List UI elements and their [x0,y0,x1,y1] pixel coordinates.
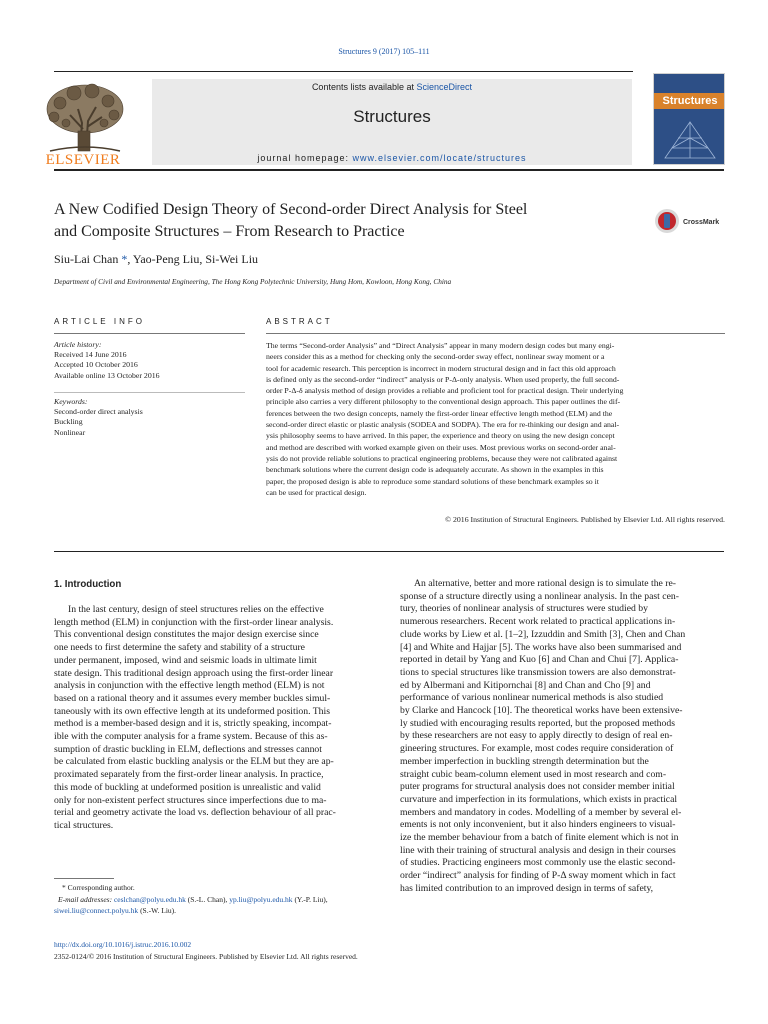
body-line: ements is not only inconvenient, but it also hinders engineers to visual- [400,819,676,831]
body-line: length method (ELM) in conjunction with the first-order linear analysis. [54,616,334,628]
body-right-column [400,578,724,896]
body-line: reported in detail by Yang and Kuo [6] and Chan and Chui [7]. Applica- [400,654,679,666]
paper-title-line-2: and Composite Structures – From Research to Practice [54,223,405,240]
email-owner: (S.-L. Chan), [187,894,228,904]
body-line: gineering structures. For example, most codes require consideration of [400,743,674,755]
body-line: by Clarke and Hancock [10]. The theoretical works have been extensive- [400,705,683,717]
contents-prefix: Contents lists available at [311,82,414,92]
crossmark-label[interactable]: CrossMark [683,219,720,226]
body-line: straight cubic beam-column element used in most research and com- [400,768,667,780]
journal-cover-image[interactable] [653,73,725,165]
history-label: Article history: [54,340,102,349]
doi-link[interactable]: http://dx.doi.org/10.1016/j.istruc.2016.10.002 [54,940,192,949]
body-line: puter programs for structural analysis does not consider member initial [400,781,675,793]
abstract-line: order P-Δ-δ analysis method of design provides a reliable and proficient tool for practical design. Their underlying [266,386,624,396]
journal-homepage-line [152,153,632,163]
article-history [54,340,245,381]
abstract-line: neers consider this as a method for checking only the second-order sway effect, nonlinear sway moment or a [266,352,605,362]
abstract-line: ysis do not provide reliable solutions to practical engineering problems, because they were not calibrated against [266,453,618,463]
body-line: terial and geometry activate the load vs. deflection behaviour of all prac- [54,807,336,819]
author-list [54,252,258,267]
header-bottom-rule [54,169,724,171]
abstract-line: The terms “Second-order Analysis” and “Direct Analysis” appear in many modern design codes but many engi- [266,341,615,350]
body-left-column [54,604,378,833]
homepage-link[interactable]: www.elsevier.com/locate/structures [352,153,527,163]
body-line: state design. This traditional design approach using the first-order linear [54,667,334,679]
body-line: tury, theories of nonlinear analysis of structures were studied by [400,603,648,615]
issn-copyright-line: 2352-0124/© 2016 Institution of Structural Engineers. Published by Elsevier Ltd. All rights reserved. [54,951,358,961]
body-line: member imperfection in buckling strength determination but the [400,755,649,767]
body-line: taneously with its own effective length at its undeformed position. This [54,705,330,717]
abstract-line: tool for academic research. This perception is incorrect in modern structural design and in fact this old approach [266,363,616,373]
info-divider [54,392,245,393]
footnote-rule [54,878,114,879]
abstract-line: is defined only as the second-order “indirect” analysis or P-Δ-only analysis. When used properly, the full second- [266,374,620,384]
accepted-date: Accepted 10 October 2016 [54,360,138,370]
body-line: order “indirect” analysis for finding of P-Δ sway moment which in fact [400,870,676,882]
abstract-line: can be used for practical design. [266,487,367,497]
body-line: ly studied with encouraging results reported, but the proposed methods [400,717,675,729]
header-top-rule [54,71,633,72]
body-line: curvature and imperfection in its formulations, which exists in practical [400,793,678,805]
body-line: analysis in conjunction with the effective length method (ELM) is not [54,680,325,692]
body-line: sumption of drastic buckling in ELM, deflections and stresses cannot [54,743,322,755]
corresponding-author-mark[interactable]: * [121,252,128,266]
body-line: members and mandatory in codes. Modelling of a member by several el- [400,806,682,818]
body-line: ize the member behaviour from a batch of finite element which is not in [400,832,679,844]
section-heading-introduction: 1. Introduction [54,579,122,590]
body-line: ed by Albermani and Kitipornchai [8] and Chan and Cho [9] and [400,679,651,691]
abstract-rule [266,333,725,334]
abstract-line: ferences between the two design concepts, namely the first-order linear effective length method (ELM) and the [266,408,613,418]
doi-block [54,939,358,962]
author-chan[interactable]: Siu-Lai Chan [54,252,119,266]
body-line: proximated separately from the first-order linear analysis. In practice, [54,769,324,781]
body-line: by these researchers are not easy to apply directly to design of real en- [400,730,673,742]
abstract-line: benchmark solutions where the current design code is adequately accurate. As shown in the examples in this [266,465,604,475]
body-line: this mode of buckling at undeformed position is unrealistic and valid [54,781,321,793]
abstract-line: ysis philosophy seems to have arrived. In this paper, the experience and theory on using the new design concept [266,431,615,441]
keyword: Buckling [54,417,83,427]
keywords-block [54,397,245,438]
body-line: tions to special structures like transmission towers are also demonstrat- [400,666,676,678]
body-line: clude works by Liew et al. [1–2], Izzuddin and Smith [3], Chen and Chan [400,628,686,640]
keyword: Second-order direct analysis [54,407,143,417]
abstract-line: second-order direct elastic or plastic analysis (SODEA and SODPA). The era for re-thinking our design and anal- [266,420,620,430]
body-line: has limited contribution to an improved design in terms of safety, [400,882,654,894]
body-line: [4] and White and Hajjar [5]. The works have also been summarised and [400,641,682,653]
body-line: performance of various nonlinear numerical methods is also studied [400,692,664,704]
cover-title: Structures [662,95,718,107]
paper-title [54,199,634,243]
elsevier-wordmark: ELSEVIER [45,152,121,168]
body-line: This conventional design constitutes the major design exercise since [54,629,319,641]
available-date: Available online 13 October 2016 [54,370,160,380]
body-line: tical structures. [54,819,114,831]
keywords-label: Keywords: [54,397,88,406]
body-separator-rule [54,551,724,552]
body-line: under permanent, imposed, wind and seismic loads in ultimate limit [54,654,317,666]
email-link-chan[interactable]: ceslchan@polyu.edu.hk [113,894,186,904]
contents-line [152,82,632,92]
keyword: Nonlinear [54,427,86,437]
journal-title: Structures [353,107,431,126]
body-line: numerous researchers. Recent work related to practical applications in- [400,616,676,628]
body-line: An alternative, better and more rational design is to simulate the re- [414,578,677,589]
cover-structure-graphic [660,114,720,162]
body-line: of studies. Practicing engineers most commonly use the elastic second- [400,857,676,869]
body-line: only for non-existent perfect structures since imperfections due to ma- [54,794,327,806]
body-line: one needs to first determine the safety and stability of a structure [54,642,305,654]
abstract-line: and method are described with worked example given on their uses. Most previous works on second-order anal- [266,442,616,452]
body-line: be calculated from elastic buckling analysis or the ELM but they are ap- [54,756,334,768]
abstract-line: paper, the proposed design is able to reproduce some standard solutions of these benchmark examples so it [266,476,599,486]
homepage-prefix: journal homepage: [257,153,349,163]
abstract-copyright: © 2016 Institution of Structural Engineers. Published by Elsevier Ltd. All rights reserved. [445,515,725,524]
article-info-rule [54,333,245,334]
journal-reference-link[interactable]: Structures 9 (2017) 105–111 [338,47,430,56]
body-line: based on a rational theory and it assumes every member buckles simul- [54,692,331,704]
corresponding-author-note: * Corresponding author. [62,883,135,892]
email-owner: (Y.-P. Liu), [294,894,328,904]
article-info-heading: ARTICLE INFO [54,317,145,326]
email-link-sw-liu[interactable]: siwei.liu@connect.polyu.hk [54,906,139,915]
body-line: method is a member-based design and it is, strictly speaking, incompat- [54,718,332,730]
corresponding-author-footnote [54,882,384,917]
co-authors: , Yao-Peng Liu, Si-Wei Liu [127,252,259,266]
email-label: E-mail addresses: [58,894,113,904]
email-link-yp-liu[interactable]: yp.liu@polyu.edu.hk [229,894,293,904]
body-line: sponse of a structure directly using a nonlinear analysis. In the past cen- [400,590,679,602]
paper-title-line-1: A New Codified Design Theory of Second-order Direct Analysis for Steel [54,201,528,218]
received-date: Received 14 June 2016 [54,350,127,360]
abstract-line: principle also carries a very different philosophy to the conventional design approach. This paper outlines the dif- [266,397,621,407]
sciencedirect-link[interactable]: ScienceDirect [416,82,473,92]
body-line: line with their training of structural analysis and design in their courses [400,844,676,856]
body-line: In the last century, design of steel structures relies on the effective [68,604,324,615]
affiliation: Department of Civil and Environmental Engineering, The Hong Kong Polytechnic University, Hung Hom, Kowloon, Hong Kong, China [54,277,452,286]
abstract-heading: ABSTRACT [266,317,333,326]
email-owner: (S.-W. Liu). [140,906,177,915]
body-line: ible with the computer analysis for a frame system. Because of this as- [54,731,328,743]
abstract-text [266,340,725,498]
